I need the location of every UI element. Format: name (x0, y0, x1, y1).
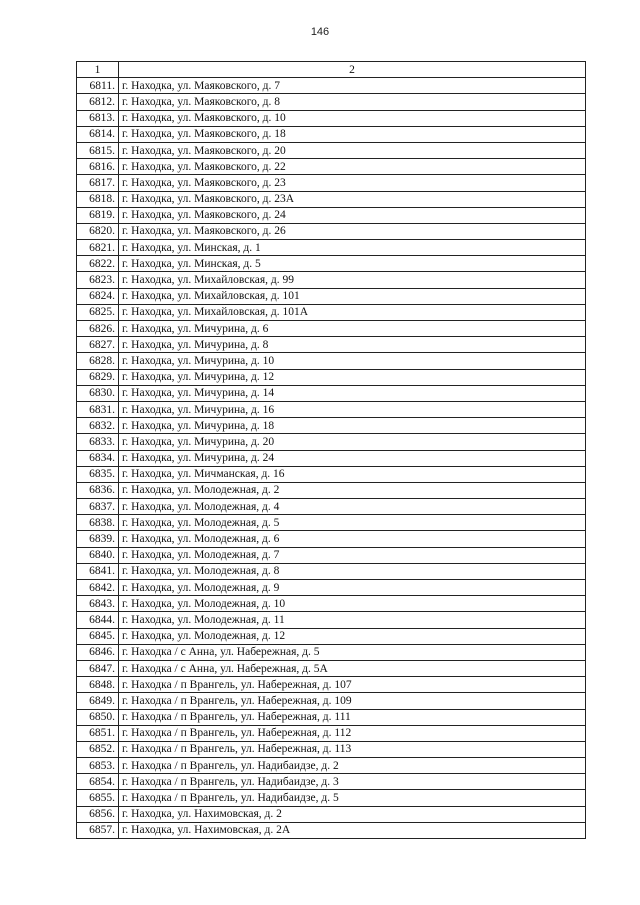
row-number: 6841. (77, 563, 119, 579)
row-address: г. Находка, ул. Молодежная, д. 12 (119, 628, 586, 644)
row-number: 6818. (77, 191, 119, 207)
row-number: 6827. (77, 337, 119, 353)
row-number: 6853. (77, 758, 119, 774)
row-address: г. Находка, ул. Молодежная, д. 6 (119, 531, 586, 547)
table-row (77, 450, 586, 466)
table-row (77, 256, 586, 272)
row-address: г. Находка, ул. Молодежная, д. 11 (119, 612, 586, 628)
column-header-address: 2 (119, 62, 586, 78)
row-number: 6854. (77, 774, 119, 790)
table-row (77, 337, 586, 353)
row-address: г. Находка / п Врангель, ул. Набережная, д. 109 (119, 693, 586, 709)
table-row (77, 304, 586, 320)
row-address: г. Находка, ул. Мичурина, д. 14 (119, 385, 586, 401)
row-address: г. Находка, ул. Минская, д. 5 (119, 256, 586, 272)
row-address: г. Находка, ул. Мичурина, д. 10 (119, 353, 586, 369)
row-address: г. Находка, ул. Михайловская, д. 101 (119, 288, 586, 304)
table-row (77, 515, 586, 531)
table-row (77, 612, 586, 628)
row-number: 6852. (77, 741, 119, 757)
row-address: г. Находка / п Врангель, ул. Надибаидзе, д. 3 (119, 774, 586, 790)
row-number: 6850. (77, 709, 119, 725)
row-number: 6847. (77, 660, 119, 676)
row-number: 6824. (77, 288, 119, 304)
table-row (77, 563, 586, 579)
row-address: г. Находка, ул. Нахимовская, д. 2А (119, 822, 586, 838)
row-address: г. Находка, ул. Мичурина, д. 18 (119, 418, 586, 434)
page-number: 146 (310, 26, 330, 38)
row-number: 6825. (77, 304, 119, 320)
row-address: г. Находка, ул. Молодежная, д. 10 (119, 596, 586, 612)
row-number: 6845. (77, 628, 119, 644)
table-row (77, 434, 586, 450)
table-row (77, 175, 586, 191)
row-number: 6834. (77, 450, 119, 466)
table-row (77, 385, 586, 401)
row-address: г. Находка, ул. Молодежная, д. 5 (119, 515, 586, 531)
table-row (77, 401, 586, 417)
row-number: 6855. (77, 790, 119, 806)
table-row (77, 418, 586, 434)
row-address: г. Находка, ул. Мичурина, д. 12 (119, 369, 586, 385)
table-body (77, 78, 586, 839)
header-row (77, 62, 586, 78)
table-row (77, 774, 586, 790)
row-number: 6849. (77, 693, 119, 709)
row-address: г. Находка, ул. Молодежная, д. 8 (119, 563, 586, 579)
table-row (77, 758, 586, 774)
table-row (77, 466, 586, 482)
row-number: 6831. (77, 401, 119, 417)
row-number: 6814. (77, 126, 119, 142)
row-address: г. Находка, ул. Маяковского, д. 7 (119, 78, 586, 94)
row-number: 6813. (77, 110, 119, 126)
row-number: 6838. (77, 515, 119, 531)
table-row (77, 644, 586, 660)
table-row (77, 741, 586, 757)
column-header-number: 1 (77, 62, 119, 78)
row-number: 6822. (77, 256, 119, 272)
table-row (77, 78, 586, 94)
table-row (77, 191, 586, 207)
row-number: 6832. (77, 418, 119, 434)
row-number: 6817. (77, 175, 119, 191)
table-row (77, 288, 586, 304)
table-row (77, 353, 586, 369)
row-address: г. Находка, ул. Маяковского, д. 23 (119, 175, 586, 191)
row-number: 6812. (77, 94, 119, 110)
table-row (77, 822, 586, 838)
row-number: 6835. (77, 466, 119, 482)
row-address: г. Находка / п Врангель, ул. Набережная, д. 107 (119, 677, 586, 693)
row-number: 6816. (77, 159, 119, 175)
table-row (77, 240, 586, 256)
row-address: г. Находка, ул. Молодежная, д. 9 (119, 580, 586, 596)
table-row (77, 806, 586, 822)
row-address: г. Находка, ул. Мичурина, д. 24 (119, 450, 586, 466)
row-address: г. Находка, ул. Молодежная, д. 2 (119, 482, 586, 498)
row-address: г. Находка, ул. Нахимовская, д. 2 (119, 806, 586, 822)
row-number: 6815. (77, 142, 119, 158)
row-number: 6826. (77, 321, 119, 337)
row-address: г. Находка, ул. Маяковского, д. 26 (119, 223, 586, 239)
row-address: г. Находка / п Врангель, ул. Набережная, д. 112 (119, 725, 586, 741)
table-row (77, 660, 586, 676)
table-row (77, 272, 586, 288)
row-number: 6856. (77, 806, 119, 822)
row-number: 6823. (77, 272, 119, 288)
row-address: г. Находка / с Анна, ул. Набережная, д. 5 (119, 644, 586, 660)
row-number: 6848. (77, 677, 119, 693)
row-address: г. Находка, ул. Мичурина, д. 16 (119, 401, 586, 417)
row-number: 6837. (77, 499, 119, 515)
table-row (77, 369, 586, 385)
row-address: г. Находка, ул. Маяковского, д. 20 (119, 142, 586, 158)
table-row (77, 709, 586, 725)
row-number: 6843. (77, 596, 119, 612)
row-number: 6820. (77, 223, 119, 239)
row-number: 6857. (77, 822, 119, 838)
row-number: 6846. (77, 644, 119, 660)
table-row (77, 677, 586, 693)
table-row (77, 321, 586, 337)
row-number: 6811. (77, 78, 119, 94)
row-address: г. Находка, ул. Маяковского, д. 10 (119, 110, 586, 126)
row-address: г. Находка / п Врангель, ул. Набережная, д. 113 (119, 741, 586, 757)
row-number: 6819. (77, 207, 119, 223)
row-address: г. Находка, ул. Маяковского, д. 18 (119, 126, 586, 142)
row-address: г. Находка, ул. Мичурина, д. 8 (119, 337, 586, 353)
table-row (77, 693, 586, 709)
table-row (77, 531, 586, 547)
address-table (76, 61, 586, 839)
table-row (77, 94, 586, 110)
row-address: г. Находка / с Анна, ул. Набережная, д. 5А (119, 660, 586, 676)
table-row (77, 482, 586, 498)
table-header (77, 62, 586, 78)
row-address: г. Находка, ул. Минская, д. 1 (119, 240, 586, 256)
row-address: г. Находка, ул. Мичманская, д. 16 (119, 466, 586, 482)
row-number: 6829. (77, 369, 119, 385)
row-address: г. Находка, ул. Михайловская, д. 99 (119, 272, 586, 288)
row-address: г. Находка, ул. Маяковского, д. 8 (119, 94, 586, 110)
table-row (77, 126, 586, 142)
row-number: 6830. (77, 385, 119, 401)
table-row (77, 628, 586, 644)
row-address: г. Находка, ул. Мичурина, д. 6 (119, 321, 586, 337)
table-row (77, 499, 586, 515)
row-address: г. Находка, ул. Маяковского, д. 22 (119, 159, 586, 175)
table-row (77, 142, 586, 158)
row-number: 6851. (77, 725, 119, 741)
table-row (77, 725, 586, 741)
table-row (77, 110, 586, 126)
table-row (77, 596, 586, 612)
row-number: 6844. (77, 612, 119, 628)
row-number: 6840. (77, 547, 119, 563)
row-number: 6828. (77, 353, 119, 369)
table-row (77, 159, 586, 175)
row-address: г. Находка, ул. Мичурина, д. 20 (119, 434, 586, 450)
table-row (77, 207, 586, 223)
row-address: г. Находка, ул. Молодежная, д. 7 (119, 547, 586, 563)
table-row (77, 790, 586, 806)
table-row (77, 580, 586, 596)
row-number: 6839. (77, 531, 119, 547)
row-address: г. Находка / п Врангель, ул. Надибаидзе, д. 2 (119, 758, 586, 774)
row-address: г. Находка / п Врангель, ул. Набережная, д. 111 (119, 709, 586, 725)
table-row (77, 547, 586, 563)
row-address: г. Находка / п Врангель, ул. Надибаидзе, д. 5 (119, 790, 586, 806)
row-address: г. Находка, ул. Молодежная, д. 4 (119, 499, 586, 515)
table-row (77, 223, 586, 239)
row-address: г. Находка, ул. Михайловская, д. 101А (119, 304, 586, 320)
row-number: 6836. (77, 482, 119, 498)
row-address: г. Находка, ул. Маяковского, д. 23А (119, 191, 586, 207)
row-number: 6821. (77, 240, 119, 256)
row-number: 6833. (77, 434, 119, 450)
row-number: 6842. (77, 580, 119, 596)
row-address: г. Находка, ул. Маяковского, д. 24 (119, 207, 586, 223)
